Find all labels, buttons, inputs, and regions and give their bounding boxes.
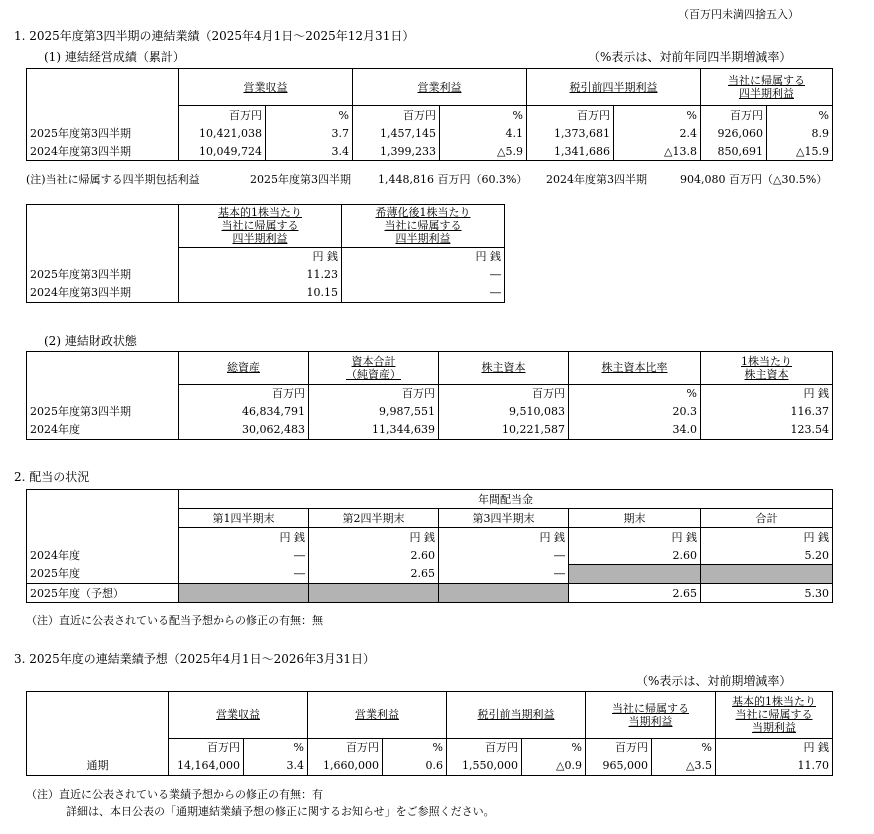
table-row — [27, 584, 833, 603]
blank-cell — [27, 247, 179, 266]
col-equity-ratio: 株主資本比率 — [569, 352, 701, 385]
section-3-title: 3. 2025年度の連結業績予想（2025年4月1日～2026年3月31日） — [14, 652, 376, 666]
table-row — [27, 757, 833, 776]
unit-cell: 円 銭 — [342, 247, 505, 266]
row-label: 2025年度第3四半期 — [27, 124, 179, 142]
row-label: 2025年度（予想） — [27, 584, 179, 603]
value-cell: 20.3 — [569, 403, 701, 421]
value-cell: 2.65 — [309, 565, 439, 584]
shaded-cell — [569, 565, 701, 584]
col-q1-end: 第1四半期末 — [179, 509, 309, 528]
unit-cell: 百万円 — [309, 384, 439, 403]
col-total-equity: 資本合計 （純資産） — [309, 352, 439, 385]
value-cell: 10.15 — [179, 284, 342, 303]
unit-cell: 円 銭 — [439, 528, 569, 547]
col-total-assets: 総資産 — [179, 352, 309, 385]
section-1-2-title: (2) 連結財政状態 — [44, 334, 137, 348]
row-header-blank — [27, 69, 179, 106]
unit-note: （百万円未満四捨五入） — [678, 8, 799, 21]
dividend-note: （注）直近に公表されている配当予想からの修正の有無：無 — [26, 614, 323, 627]
col-net-income: 当社に帰属する 四半期利益 — [701, 69, 833, 106]
row-label: 2025年度 — [27, 565, 179, 584]
forecast-table — [26, 691, 833, 776]
col-diluted-eps: 希薄化後1株当たり 当社に帰属する 四半期利益 — [342, 205, 505, 248]
unit-cell: % — [522, 738, 586, 757]
value-cell: 123.54 — [701, 421, 833, 440]
row-label: 2025年度第3四半期 — [27, 266, 179, 284]
value-cell: 1,399,233 — [353, 142, 440, 161]
unit-cell: % — [614, 106, 701, 125]
table-row — [27, 565, 833, 584]
pct-note: （%表示は、対前年同四半期増減率） — [588, 50, 792, 64]
value-cell: 2.65 — [569, 584, 701, 603]
value-cell: 11.23 — [179, 266, 342, 284]
unit-cell: 百万円 — [586, 738, 652, 757]
value-cell: ― — [342, 284, 505, 303]
unit-cell: % — [244, 738, 308, 757]
row-header-blank — [27, 205, 179, 248]
blank-cell — [27, 106, 179, 125]
value-cell: 1,550,000 — [447, 757, 522, 776]
unit-cell: 円 銭 — [309, 528, 439, 547]
value-cell: 2.60 — [309, 546, 439, 565]
value-cell: 0.6 — [383, 757, 447, 776]
row-header-blank — [27, 490, 179, 509]
value-cell: 3.4 — [244, 757, 308, 776]
table-row — [27, 421, 833, 440]
col-fc-operating-income: 営業利益 — [308, 692, 447, 739]
value-cell: 1,373,681 — [527, 124, 614, 142]
unit-cell: % — [440, 106, 527, 125]
value-cell: 1,341,686 — [527, 142, 614, 161]
unit-cell: 百万円 — [179, 106, 266, 125]
unit-cell: 百万円 — [527, 106, 614, 125]
value-cell: ― — [179, 546, 309, 565]
value-cell: 9,510,083 — [439, 403, 569, 421]
value-cell: 3.7 — [266, 124, 353, 142]
blank-cell — [27, 509, 179, 528]
col-q2-end: 第2四半期末 — [309, 509, 439, 528]
forecast-pct-note: （%表示は、対前期増減率） — [636, 674, 792, 688]
col-total: 合計 — [701, 509, 833, 528]
unit-cell: % — [767, 106, 833, 125]
table-row — [27, 124, 833, 142]
value-cell: 10,421,038 — [179, 124, 266, 142]
unit-cell: 百万円 — [701, 106, 767, 125]
value-cell: 46,834,791 — [179, 403, 309, 421]
unit-cell: % — [652, 738, 716, 757]
value-cell: 2.60 — [569, 546, 701, 565]
row-label: 通期 — [27, 757, 169, 776]
unit-cell: 百万円 — [179, 384, 309, 403]
value-cell: ― — [179, 565, 309, 584]
unit-cell: % — [383, 738, 447, 757]
col-fc-operating-revenue: 営業収益 — [169, 692, 308, 739]
value-cell: △13.8 — [614, 142, 701, 161]
operating-results-table — [26, 68, 833, 161]
value-cell: 965,000 — [586, 757, 652, 776]
shaded-cell — [179, 584, 309, 603]
value-cell: 11,344,639 — [309, 421, 439, 440]
value-cell: 4.1 — [440, 124, 527, 142]
row-label: 2024年度第3四半期 — [27, 284, 179, 303]
comprehensive-income-note: (注)当社に帰属する四半期包括利益 — [26, 173, 200, 186]
note-period-2: 2024年度第3四半期 — [546, 173, 647, 186]
unit-cell: 円 銭 — [701, 528, 833, 547]
unit-cell: % — [569, 384, 701, 403]
shaded-cell — [439, 584, 569, 603]
value-cell: ― — [439, 565, 569, 584]
value-cell: 34.0 — [569, 421, 701, 440]
unit-cell: 百万円 — [447, 738, 522, 757]
unit-cell: 百万円 — [169, 738, 244, 757]
value-cell: △0.9 — [522, 757, 586, 776]
table-row — [27, 546, 833, 565]
eps-table — [26, 204, 505, 303]
table-row — [27, 142, 833, 161]
value-cell: 11.70 — [716, 757, 833, 776]
col-q3-end: 第3四半期末 — [439, 509, 569, 528]
value-cell: 5.20 — [701, 546, 833, 565]
row-label: 2025年度第3四半期 — [27, 403, 179, 421]
value-cell: 10,049,724 — [179, 142, 266, 161]
value-cell: 8.9 — [767, 124, 833, 142]
value-cell: △3.5 — [652, 757, 716, 776]
shaded-cell — [309, 584, 439, 603]
section-1-title: 1. 2025年度第3四半期の連結業績（2025年4月1日～2025年12月31日） — [14, 29, 415, 43]
col-year-end: 期末 — [569, 509, 701, 528]
col-operating-revenue: 営業収益 — [179, 69, 353, 106]
row-label: 2024年度第3四半期 — [27, 142, 179, 161]
forecast-note-2: 詳細は、本日公表の「通期連結業績予想の修正に関するお知らせ」をご参照ください。 — [66, 805, 495, 818]
row-header-blank — [27, 692, 169, 739]
blank-cell — [27, 384, 179, 403]
value-cell: 1,457,145 — [353, 124, 440, 142]
unit-cell: 円 銭 — [179, 528, 309, 547]
value-cell: 116.37 — [701, 403, 833, 421]
unit-cell: 円 銭 — [716, 738, 833, 757]
table-row — [27, 284, 505, 303]
col-fc-pretax-income: 税引前当期利益 — [447, 692, 586, 739]
value-cell: ― — [439, 546, 569, 565]
shaded-cell — [701, 565, 833, 584]
row-label: 2024年度 — [27, 546, 179, 565]
blank-cell — [27, 738, 169, 757]
section-1-1-title: (1) 連結経営成績（累計） — [44, 50, 185, 64]
col-pretax-income: 税引前四半期利益 — [527, 69, 701, 106]
value-cell: 5.30 — [701, 584, 833, 603]
value-cell: 850,691 — [701, 142, 767, 161]
unit-cell: 円 銭 — [569, 528, 701, 547]
col-shareholders-equity: 株主資本 — [439, 352, 569, 385]
unit-cell: % — [266, 106, 353, 125]
note-value-1: 1,448,816 百万円（60.3%） — [378, 173, 528, 186]
value-cell: ― — [342, 266, 505, 284]
financial-position-table — [26, 351, 833, 440]
col-fc-net-income: 当社に帰属する 当期利益 — [586, 692, 716, 739]
note-period-1: 2025年度第3四半期 — [250, 173, 351, 186]
value-cell: 3.4 — [266, 142, 353, 161]
value-cell: 14,164,000 — [169, 757, 244, 776]
col-annual-dividend: 年間配当金 — [179, 490, 833, 509]
unit-cell: 円 銭 — [701, 384, 833, 403]
unit-cell: 百万円 — [353, 106, 440, 125]
note-value-2: 904,080 百万円（△30.5%） — [680, 173, 828, 186]
section-2-title: 2. 配当の状況 — [14, 470, 90, 484]
table-row — [27, 403, 833, 421]
dividend-table — [26, 489, 833, 603]
value-cell: 10,221,587 — [439, 421, 569, 440]
value-cell: 30,062,483 — [179, 421, 309, 440]
value-cell: 926,060 — [701, 124, 767, 142]
row-header-blank — [27, 352, 179, 385]
table-row — [27, 266, 505, 284]
col-fc-eps: 基本的1株当たり 当社に帰属する 当期利益 — [716, 692, 833, 739]
unit-cell: 百万円 — [439, 384, 569, 403]
value-cell: 2.4 — [614, 124, 701, 142]
col-operating-income: 営業利益 — [353, 69, 527, 106]
col-basic-eps: 基本的1株当たり 当社に帰属する 四半期利益 — [179, 205, 342, 248]
forecast-note-1: （注）直近に公表されている業績予想からの修正の有無：有 — [26, 788, 323, 801]
value-cell: △5.9 — [440, 142, 527, 161]
unit-cell: 百万円 — [308, 738, 383, 757]
value-cell: 9,987,551 — [309, 403, 439, 421]
unit-cell: 円 銭 — [179, 247, 342, 266]
blank-cell — [27, 528, 179, 547]
value-cell: △15.9 — [767, 142, 833, 161]
col-bps: 1株当たり 株主資本 — [701, 352, 833, 385]
value-cell: 1,660,000 — [308, 757, 383, 776]
row-label: 2024年度 — [27, 421, 179, 440]
